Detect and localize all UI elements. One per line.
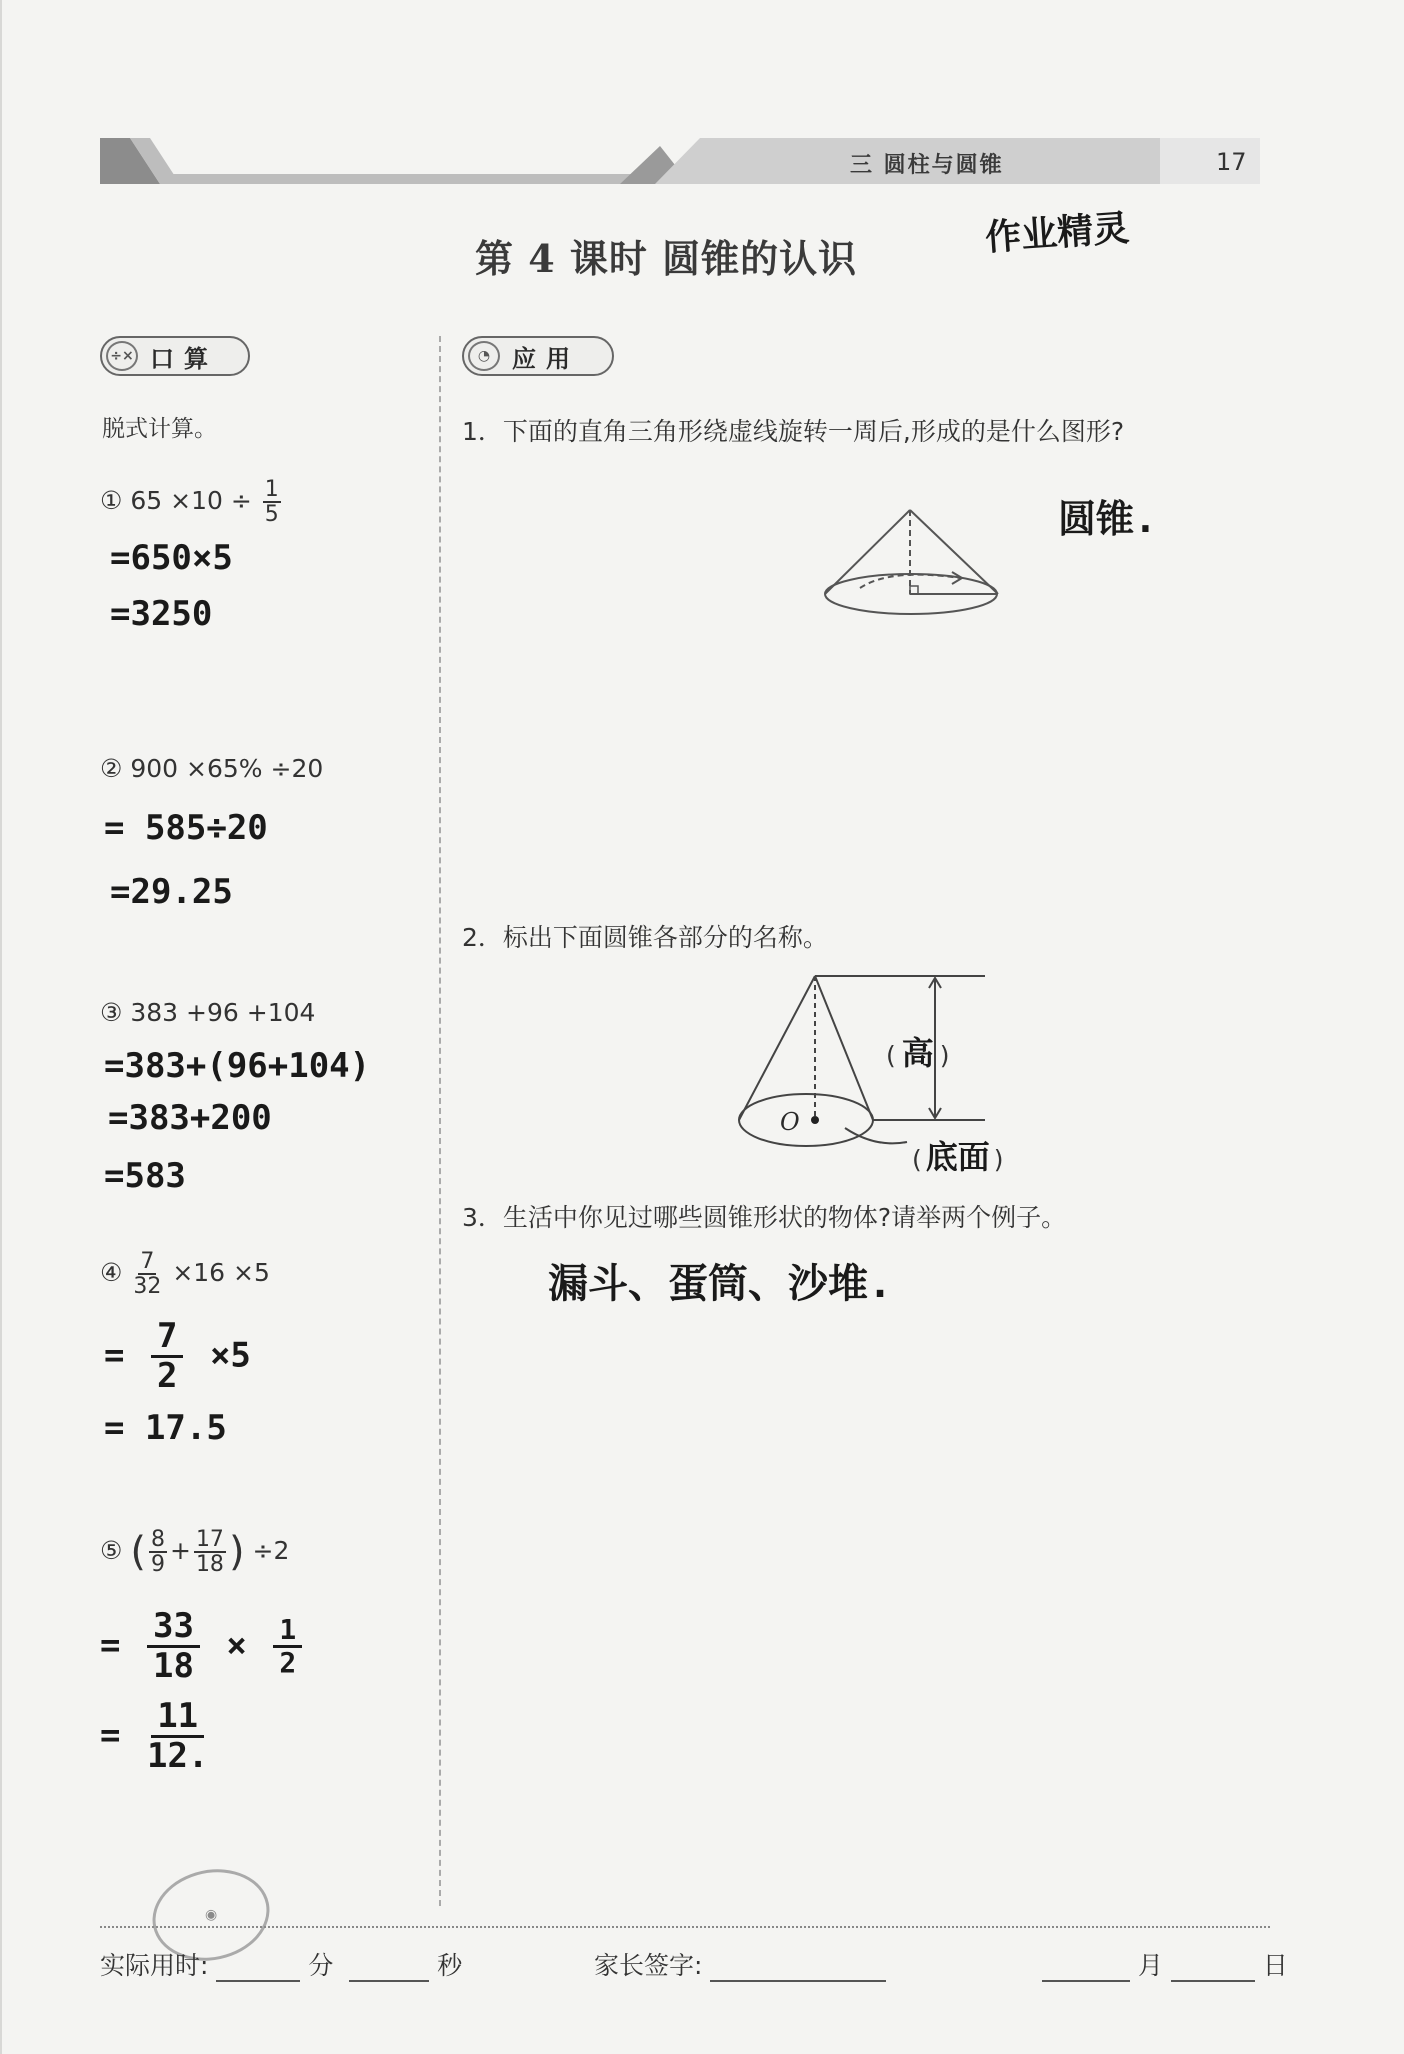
oral-work-1-line-1: =650×5 [110, 538, 233, 578]
stamp-seal-icon: ◉ [144, 1859, 278, 1972]
oral-work-2-line-1: = 585÷20 [104, 808, 268, 848]
application-section-tag [462, 336, 614, 376]
time-label: 实际用时: [100, 1951, 209, 1980]
application-badge-icon: ◔ [468, 341, 500, 371]
oral-work-5-line-2: = $\frac{11}{12.}$ [100, 1696, 209, 1777]
header-band [100, 138, 1260, 184]
footer-divider [100, 1926, 1270, 1928]
height-label-bracket: ( 高 ) [886, 1034, 950, 1072]
oral-work-1-line-2: =3250 [110, 594, 213, 634]
minute-blank [216, 1958, 300, 1982]
page-number: 17 [1216, 148, 1247, 176]
oral-instruction: 脱式计算。 [102, 416, 217, 442]
oral-problem-4: ④ $\frac{7}{32}$ ×16 ×5 [100, 1249, 270, 1300]
oral-work-3-line-1: =383+(96+104) [104, 1046, 371, 1086]
oral-work-4-line-1: = $\frac{7}{2}$ ×5 [104, 1316, 251, 1397]
oral-problem-2: ② 900 ×65% ÷20 [100, 754, 324, 783]
oral-work-2-line-2: =29.25 [110, 872, 233, 912]
oral-badge-icon: ÷× [106, 341, 138, 371]
application-tag-label: 应用 [512, 344, 580, 373]
lesson-title: 第 4 课时 圆锥的认识 [475, 236, 858, 281]
date-row: 月 日 [1042, 1946, 1288, 1982]
base-label-bracket: ( 底面 ) [912, 1138, 1004, 1176]
base-label: 底面 [925, 1138, 990, 1176]
parent-sign-blank [710, 1958, 886, 1982]
second-blank [349, 1958, 429, 1982]
month-blank [1042, 1958, 1130, 1982]
parent-sign-row [594, 1946, 886, 1982]
oral-work-5-line-1: = $\frac{33}{18}$ × $\frac{1}{2}$ [100, 1608, 308, 1686]
column-divider [439, 336, 441, 1906]
handwritten-stamp: 作业精灵 [983, 208, 1131, 259]
oral-work-3-line-3: =583 [104, 1156, 186, 1196]
oral-work-3-line-2: =383+200 [108, 1098, 272, 1138]
oral-problem-5: ⑤ ( $\frac{8}{9}$ + $\frac{17}{18}$ ) ÷2 [100, 1527, 290, 1578]
answer-q1: 圆锥. [1058, 497, 1157, 541]
chapter-title: 三 圆柱与圆锥 [850, 153, 1004, 178]
oral-section-tag [100, 336, 250, 376]
cone-center-label: O [780, 1108, 800, 1136]
parent-sign-label: 家长签字: [594, 1951, 703, 1980]
height-label: 高 [901, 1034, 934, 1072]
application-question-2: 2．标出下面圆锥各部分的名称。 [462, 923, 828, 952]
day-blank [1171, 1958, 1255, 1982]
oral-problem-3: ③ 383 +96 +104 [100, 998, 316, 1027]
oral-tag-label: 口算 [150, 344, 218, 373]
application-question-1: 1．下面的直角三角形绕虚线旋转一周后,形成的是什么图形? [462, 417, 1125, 446]
time-spent-row: 实际用时: 分 秒 [100, 1951, 463, 1980]
oral-problem-1: ① 65 ×10 ÷ $\frac{1}{5}$ [100, 477, 279, 528]
triangle-rotation-figure [820, 508, 1010, 618]
oral-work-4-line-2: = 17.5 [104, 1408, 227, 1448]
application-question-3: 3．生活中你见过哪些圆锥形状的物体?请举两个例子。 [462, 1203, 1067, 1232]
answer-q3: 漏斗、蛋筒、沙堆. [548, 1261, 893, 1307]
